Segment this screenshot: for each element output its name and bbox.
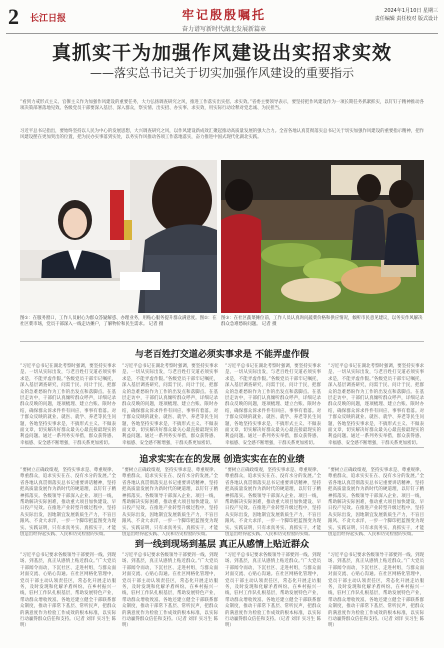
- newspaper-name: 长江日报: [30, 14, 67, 24]
- header-editors: 责任编辑 责任校对 版式设计: [374, 16, 438, 22]
- section-rule-1: [20, 341, 424, 342]
- section1-col-2: “习近平总书记在湖北考察时强调，要坚持实事求是、一切从实际出发，与老百姓打交道必须实事求是，不能弄虚作假。”各级党员干部牢记嘱托，深入基层调查研究，问需于民、问计于民，把群众的急难愁盼作为工作的出发点和落脚点。在基层走访中，干部们认真倾听群众呼声，详细记录群众反映的问题，逐项梳理、建立台账、限时办结，确保群众诉求件件有回应、事事有着落。对于群众反映的就业、就医、就学、养老等民生问题，各地坚持实事求是，不搞形式主义、不做表面文章，切实解决好群众最关心最直接最现实的利益问题。通过一系列务实举措，群众获得感、幸福感、安全感不断增强，干群关系更加密切。: [122, 364, 218, 446]
- caption-right: 图③：在社区蔬菜摊位前，工作人员认真询问蔬菜价格和供应情况，倾听市民意见建议，以务实作风解决群众急难愁盼问题。 记者 摄: [221, 316, 423, 327]
- column-subtitle: 奋力谱写新时代湖北发展新篇章: [181, 26, 266, 33]
- section-rule-2: [20, 447, 424, 448]
- section-heading-3: 到一线到现场到基层 真正从感情上贴近群众: [134, 540, 310, 550]
- section3-col-3: “习近平总书记要求各级领导干部要到一线、到现场、到基层，真正从感情上贴近群众。”广大党员干部闻令而动，下沉社区、走进村组，与群众面对面交流、心贴心沟通。在社区网格化管理中，党员干部主动认领责任区，常态化开展走访服务，及时发现和化解矛盾纠纷。在乡村振兴一线，驻村工作队扎根基层，帮助发展特色产业，带动群众增收致富。各地还建立健全干部联系群众制度，推动干部常下基层、常听民声，把群众的满意度作为检验工作成效的根本标准，以实际行动赢得群众信任和支持。（记者 刘洋 实习生 陈明）: [225, 553, 321, 629]
- header-date: 2024年1月10日 星期三: [384, 8, 438, 14]
- section-rule-3: [20, 531, 424, 532]
- section1-col-4: “习近平总书记在湖北考察时强调，要坚持实事求是、一切从实际出发，与老百姓打交道必须实事求是，不能弄虚作假。”各级党员干部牢记嘱托，深入基层调查研究，问需于民、问计于民，把群众的急难愁盼作为工作的出发点和落脚点。在基层走访中，干部们认真倾听群众呼声，详细记录群众反映的问题，逐项梳理、建立台账、限时办结，确保群众诉求件件有回应、事事有着落。对于群众反映的就业、就医、就学、养老等民生问题，各地坚持实事求是，不搞形式主义、不做表面文章，切实解决好群众最关心最直接最现实的利益问题。通过一系列务实举措，群众获得感、幸福感、安全感不断增强，干群关系更加密切。: [328, 364, 424, 446]
- section1-col-3: “习近平总书记在湖北考察时强调，要坚持实事求是、一切从实际出发，与老百姓打交道必须实事求是，不能弄虚作假。”各级党员干部牢记嘱托，深入基层调查研究，问需于民、问计于民，把群众的急难愁盼作为工作的出发点和落脚点。在基层走访中，干部们认真倾听群众呼声，详细记录群众反映的问题，逐项梳理、建立台账、限时办结，确保群众诉求件件有回应、事事有着落。对于群众反映的就业、就医、就学、养老等民生问题，各地坚持实事求是，不搞形式主义、不做表面文章，切实解决好群众最关心最直接最现实的利益问题。通过一系列务实举措，群众获得感、幸福感、安全感不断增强，干群关系更加密切。: [225, 364, 321, 446]
- section3-col-4: “习近平总书记要求各级领导干部要到一线、到现场、到基层，真正从感情上贴近群众。”广大党员干部闻令而动，下沉社区、走进村组，与群众面对面交流、心贴心沟通。在社区网格化管理中，党员干部主动认领责任区，常态化开展走访服务，及时发现和化解矛盾纠纷。在乡村振兴一线，驻村工作队扎根基层，帮助发展特色产业，带动群众增收致富。各地还建立健全干部联系群众制度，推动干部常下基层、常听民声，把群众的满意度作为检验工作成效的根本标准，以实际行动赢得群众信任和支持。（记者 刘洋 实习生 陈明）: [328, 553, 424, 629]
- photo-service-window-image: [20, 160, 217, 313]
- page-number: 2: [8, 4, 19, 29]
- section2-col-2: “要树立正确政绩观，坚持实事求是、尊重规律、尊重群众，追求实实在在、没有水分的发展。”全省各地认真贯彻落实总书记重要讲话精神，坚持把高质量发展作为新时代的硬道理，以钉钉子精神抓落实。各级领导干部深入企业、项目一线，帮助解决实际困难，推动重大项目加快建设、早日投产见效。在推进产业转型升级过程中，坚持从实际出发，因地制宜发展新质生产力，不盲目跟风、不贪大求洋，一步一个脚印把蓝图变为现实。实践证明，只有求真务实、真抓实干，才能创造出经得起实践、人民和历史检验的实绩。: [122, 468, 218, 538]
- photo-market-visit-image: [221, 160, 424, 313]
- section-heading-2: 追求实实在在的发展 创造实实在在的业绩: [139, 455, 305, 465]
- section3-col-2: “习近平总书记要求各级领导干部要到一线、到现场、到基层，真正从感情上贴近群众。”广大党员干部闻令而动，下沉社区、走进村组，与群众面对面交流、心贴心沟通。在社区网格化管理中，党员干部主动认领责任区，常态化开展走访服务，及时发现和化解矛盾纠纷。在乡村振兴一线，驻村工作队扎根基层，帮助发展特色产业，带动群众增收致富。各地还建立健全干部联系群众制度，推动干部常下基层、常听民声，把群众的满意度作为检验工作成效的根本标准，以实际行动赢得群众信任和支持。（记者 刘洋 实习生 陈明）: [122, 553, 218, 629]
- section-heading-1: 与老百姓打交道必须实事求是 不能弄虚作假: [134, 350, 310, 360]
- subheadline: ——落实总书记关于切实加强作风建设的重要指示: [89, 66, 354, 80]
- headline: 真抓实干为加强作风建设出实招求实效: [51, 42, 392, 64]
- header-rule: [6, 33, 438, 34]
- header-meta: [318, 7, 438, 23]
- photo-market-visit: [221, 160, 424, 313]
- section2-col-4: “要树立正确政绩观，坚持实事求是、尊重规律、尊重群众，追求实实在在、没有水分的发展。”全省各地认真贯彻落实总书记重要讲话精神，坚持把高质量发展作为新时代的硬道理，以钉钉子精神抓落实。各级领导干部深入企业、项目一线，帮助解决实际困难，推动重大项目加快建设、早日投产见效。在推进产业转型升级过程中，坚持从实际出发，因地制宜发展新质生产力，不盲目跟风、不贪大求洋，一步一个脚印把蓝图变为现实。实践证明，只有求真务实、真抓实干，才能创造出经得起实践、人民和历史检验的实绩。: [328, 468, 424, 538]
- section2-col-1: “要树立正确政绩观，坚持实事求是、尊重规律、尊重群众，追求实实在在、没有水分的发展。”全省各地认真贯彻落实总书记重要讲话精神，坚持把高质量发展作为新时代的硬道理，以钉钉子精神抓落实。各级领导干部深入企业、项目一线，帮助解决实际困难，推动重大项目加快建设、早日投产见效。在推进产业转型升级过程中，坚持从实际出发，因地制宜发展新质生产力，不盲目跟风、不贪大求洋，一步一个脚印把蓝图变为现实。实践证明，只有求真务实、真抓实干，才能创造出经得起实践、人民和历史检验的实绩。: [20, 468, 116, 538]
- intro-paragraph-2: 习近平总书记指出，要始终坚持以人民为中心的发展思想，大兴调查研究之风，以作风建设新成效汇聚起推动高质量发展的强大合力。全省各地认真贯彻落实总书记关于切实加强作风建设的重要指示精神，把作风建设摆在更加突出的位置，把为民办实事落到实处，以务实作风推动各项工作落地落实，奋力推进中国式现代化湖北实践。: [20, 129, 424, 141]
- section2-col-3: “要树立正确政绩观，坚持实事求是、尊重规律、尊重群众，追求实实在在、没有水分的发展。”全省各地认真贯彻落实总书记重要讲话精神，坚持把高质量发展作为新时代的硬道理，以钉钉子精神抓落实。各级领导干部深入企业、项目一线，帮助解决实际困难，推动重大项目加快建设、早日投产见效。在推进产业转型升级过程中，坚持从实际出发，因地制宜发展新质生产力，不盲目跟风、不贪大求洋，一步一个脚印把蓝图变为现实。实践证明，只有求真务实、真抓实干，才能创造出经得起实践、人民和历史检验的实绩。: [225, 468, 321, 538]
- photo-service-window: [20, 160, 217, 313]
- column-title: 牢记殷殷嘱托: [181, 8, 266, 22]
- caption-left: 图①：在服务窗口，工作人员耐心为群众答疑解惑、办理业务，用贴心服务提升群众满意度。图②：在社区菜市场，党员干部深入一线走访摊户，了解物价和民生需求。 记者 摄: [20, 316, 217, 327]
- page-header: [6, 4, 438, 32]
- intro-paragraph-1: “看到力戒形式主义、官僚主义作为加强作风建设的重要任务，大力弘扬调查研究之风，推进工作落实出实招、求实效。”省委主要领导表示，要坚持把作风建设作为一项长期任务抓紧抓实，以钉钉子精神推动各项决策部署落地见效。各级党员干部要深入基层、深入群众，察实情、出实招、办实事、求实效，用实际行动诠释对党忠诚、为民担当。: [20, 100, 424, 112]
- section3-col-1: “习近平总书记要求各级领导干部要到一线、到现场、到基层，真正从感情上贴近群众。”广大党员干部闻令而动，下沉社区、走进村组，与群众面对面交流、心贴心沟通。在社区网格化管理中，党员干部主动认领责任区，常态化开展走访服务，及时发现和化解矛盾纠纷。在乡村振兴一线，驻村工作队扎根基层，帮助发展特色产业，带动群众增收致富。各地还建立健全干部联系群众制度，推动干部常下基层、常听民声，把群众的满意度作为检验工作成效的根本标准，以实际行动赢得群众信任和支持。（记者 刘洋 实习生 陈明）: [20, 553, 116, 629]
- section1-col-1: “习近平总书记在湖北考察时强调，要坚持实事求是、一切从实际出发，与老百姓打交道必须实事求是，不能弄虚作假。”各级党员干部牢记嘱托，深入基层调查研究，问需于民、问计于民，把群众的急难愁盼作为工作的出发点和落脚点。在基层走访中，干部们认真倾听群众呼声，详细记录群众反映的问题，逐项梳理、建立台账、限时办结，确保群众诉求件件有回应、事事有着落。对于群众反映的就业、就医、就学、养老等民生问题，各地坚持实事求是，不搞形式主义、不做表面文章，切实解决好群众最关心最直接最现实的利益问题。通过一系列务实举措，群众获得感、幸福感、安全感不断增强，干群关系更加密切。: [20, 364, 116, 446]
- column-banner: [169, 6, 279, 32]
